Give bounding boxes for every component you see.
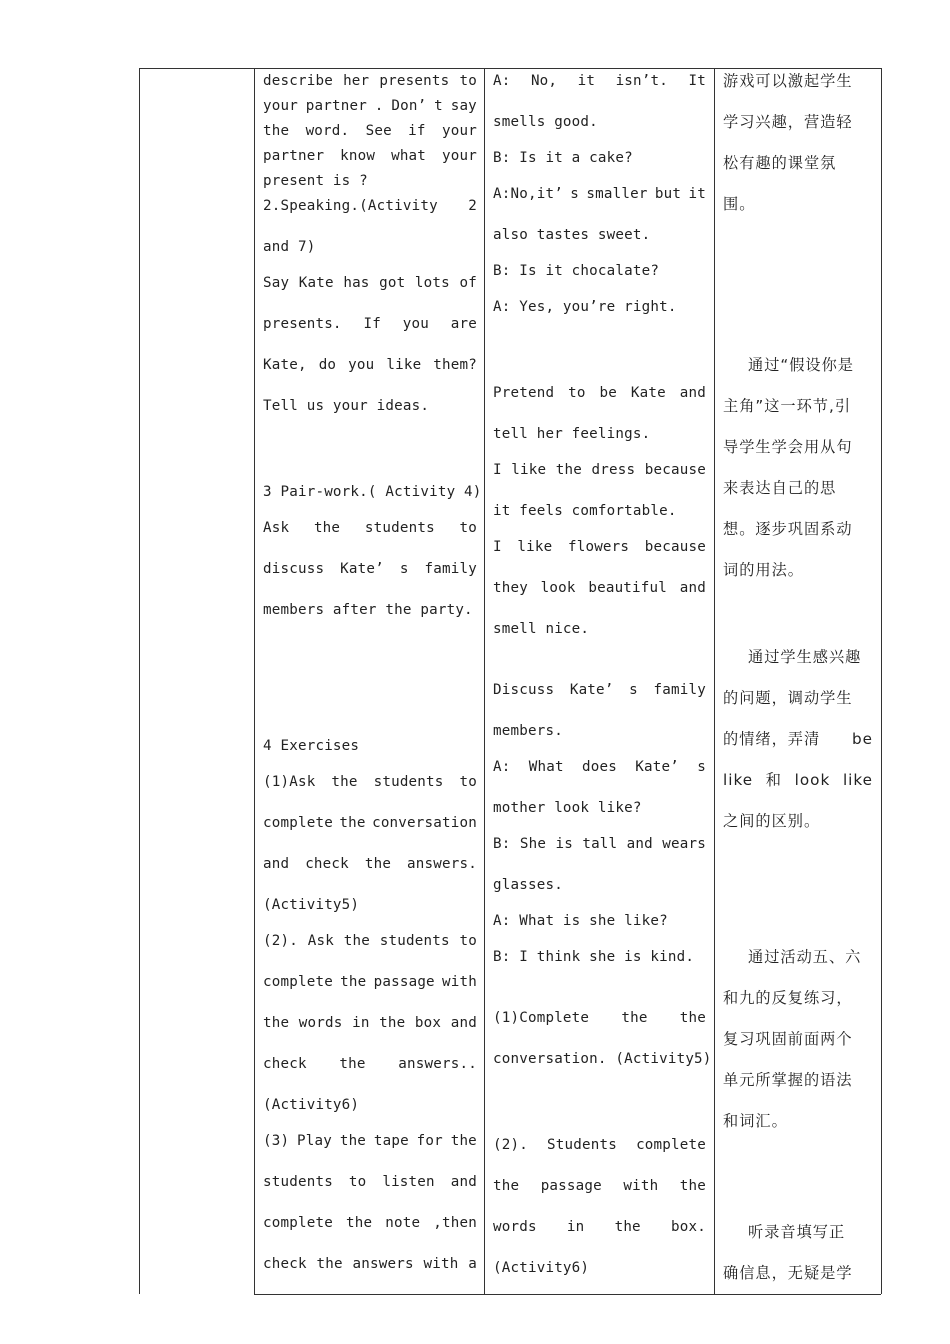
student-line: it feels comfortable. [493,503,677,519]
purpose-line: 游戏可以激起学生 [723,72,853,90]
activity-line: and check the answers. [263,856,477,872]
activity-line: discuss Kate’ s family [263,561,477,577]
student-line: words in the box. [493,1219,706,1235]
student-line: I like flowers because [493,539,706,555]
student-line: A: Yes, you’re right. [493,299,677,315]
activity-line: complete the conversation [263,815,477,831]
student-line: I like the dress because [493,462,706,478]
activity-line: check the answers with a [263,1256,477,1272]
activity-line: (Activity5) [263,897,360,913]
student-line: they look beautiful and [493,580,706,596]
activity-line: (2). Ask the students to [263,933,477,949]
activity-line: complete the note ,then [263,1215,477,1231]
teacher-activities-column [263,68,482,1294]
purpose-line: 复习巩固前面两个 [723,1030,853,1048]
activity-line: Kate, do you like them? [263,357,477,373]
purpose-line: 之间的区别。 [723,812,821,830]
design-purpose-column [723,68,873,1294]
student-line: conversation. (Activity5) [493,1051,712,1067]
purpose-line: 松有趣的课堂氛 [723,154,837,172]
purpose-line: 确信息，无疑是学 [723,1264,853,1282]
column-divider-3 [714,68,715,1294]
activity-line: (3) Play the tape for the [263,1133,477,1149]
activity-heading: 3 Pair-work.( Activity 4) [263,484,482,500]
purpose-line: 和九的反复练习， [723,989,853,1007]
table-right-border [881,68,882,1294]
student-line: smells good. [493,114,598,130]
purpose-line: 学习兴趣，营造轻 [723,113,853,131]
student-line: (2). Students complete [493,1137,706,1153]
purpose-line: 来表达自己的思 [723,479,837,497]
activity-line: (Activity6) [263,1097,360,1113]
purpose-line: 词的用法。 [723,561,804,579]
student-line: B: Is it a cake? [493,150,633,166]
activity-line: Say Kate has got lots of [263,275,477,291]
student-line: Pretend to be Kate and [493,385,706,401]
student-line: B: Is it chocalate? [493,263,660,279]
student-line: A: No, it isn’t. It [493,73,706,89]
purpose-line: 通过学生感兴趣 [748,648,862,666]
student-line: also tastes sweet. [493,227,651,243]
purpose-line: 单元所掌握的语法 [723,1071,853,1089]
activity-heading: 2.Speaking.(Activity 2 [263,198,477,214]
student-line: tell her feelings. [493,426,651,442]
student-line: mother look like? [493,800,642,816]
student-line: A:No,it’ s smaller but it [493,186,706,202]
student-line: members. [493,723,563,739]
student-line: smell nice. [493,621,590,637]
student-line: the passage with the [493,1178,706,1194]
activity-line: Ask the students to [263,520,477,536]
activity-line: the word. See if your [263,123,477,139]
purpose-line: 通过“假设你是 [748,356,854,374]
student-line: Discuss Kate’ s family [493,682,706,698]
purpose-line: like 和 look like [723,771,873,789]
purpose-line: 的情绪，弄清 be [723,730,873,748]
column-divider-2 [484,68,485,1294]
student-activities-column [493,68,712,1294]
purpose-line: 围。 [723,195,756,213]
student-line: A: What is she like? [493,913,668,929]
table-left-border [139,68,140,1294]
activity-heading: 4 Exercises [263,738,360,754]
activity-line: partner know what your [263,148,477,164]
purpose-line: 主角”这一环节,引 [723,397,852,415]
student-line: glasses. [493,877,563,893]
activity-line: Tell us your ideas. [263,398,430,414]
activity-line: (1)Ask the students to [263,774,477,790]
activity-line: check the answers.. [263,1056,477,1072]
purpose-line: 听录音填写正 [748,1223,846,1241]
student-line: (Activity6) [493,1260,590,1276]
activity-line: members after the party. [263,602,473,618]
activity-line: the words in the box and [263,1015,477,1031]
column-divider-1 [254,68,255,1294]
student-line: B: I think she is kind. [493,949,695,965]
activity-line: students to listen and [263,1174,477,1190]
purpose-line: 想。逐步巩固系动 [723,520,853,538]
activity-line: your partner . Don’ t say [263,98,477,114]
activity-line: complete the passage with [263,974,477,990]
lesson-plan-table [139,68,881,1294]
purpose-line: 通过活动五、六 [748,948,862,966]
purpose-line: 和词汇。 [723,1112,788,1130]
activity-line: describe her presents to [263,73,477,89]
purpose-line: 的问题，调动学生 [723,689,853,707]
student-line: (1)Complete the the [493,1010,706,1026]
activity-line: and 7) [263,239,316,255]
student-line: A: What does Kate’ s [493,759,706,775]
student-line: B: She is tall and wears [493,836,706,852]
purpose-line: 导学生学会用从句 [723,438,853,456]
activity-line: presents. If you are [263,316,477,332]
activity-line: present is ? [263,173,368,189]
table-bottom-border [254,1294,881,1295]
